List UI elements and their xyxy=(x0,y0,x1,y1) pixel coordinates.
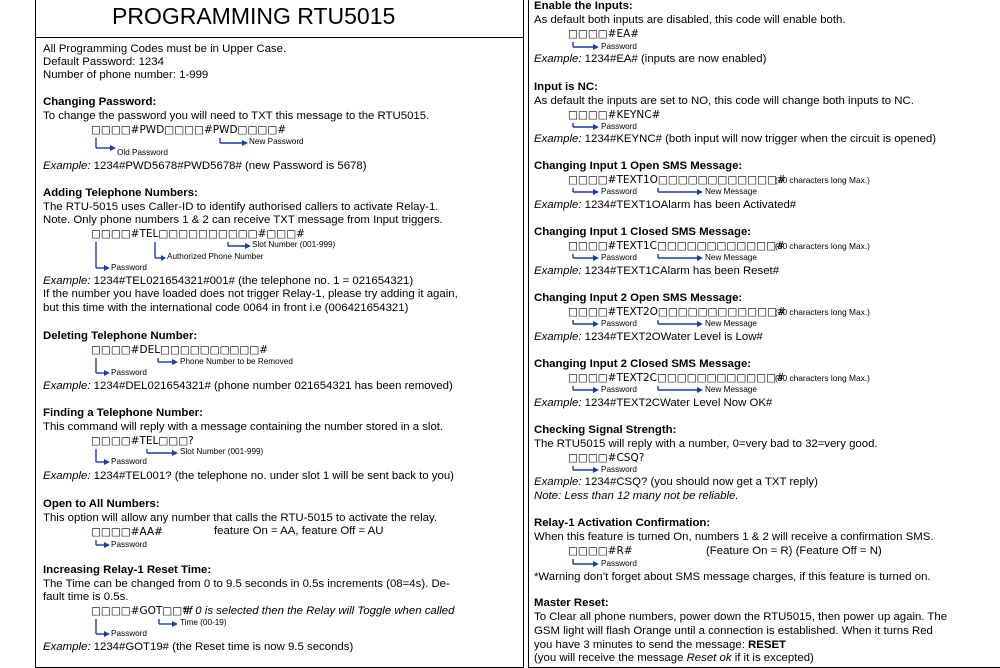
master-reset-text-3 xyxy=(534,639,786,651)
relay-confirm-heading: Relay-1 Activation Confirmation: xyxy=(534,517,711,529)
ann-new-message: New Message xyxy=(705,385,757,394)
ann-password: Password xyxy=(601,385,637,394)
sms-3-heading: Changing Input 2 Open SMS Message: xyxy=(534,292,743,304)
reset-time-text-1: The Time can be changed from 0 to 9.5 seconds in 0.5s increments (08=4s). De- xyxy=(43,578,450,590)
reset-time-note: *if 0 is selected then the Relay will Toggle when called xyxy=(182,605,455,617)
sms-2-heading: Changing Input 1 Closed SMS Message: xyxy=(534,226,752,238)
relay-confirm-text: When this feature is turned On, numbers 1 & 2 will receive a confirmation SMS. xyxy=(534,531,934,543)
ann-password: Password xyxy=(601,559,637,568)
sms-1-heading: Changing Input 1 Open SMS Message: xyxy=(534,160,743,172)
delete-number-heading: Deleting Telephone Number: xyxy=(43,330,198,342)
example-text: 1234#GOT19# (the Reset time is now 9.5 seconds) xyxy=(90,641,354,653)
ann-new-password: New Password xyxy=(249,137,304,146)
open-all-code: □□□□#AA# xyxy=(91,526,163,538)
enable-inputs-text: As default both inputs are disabled, this code will enable both. xyxy=(534,14,846,26)
add-number-code: □□□□#TEL□□□□□□□□□□#□□□# xyxy=(91,228,305,240)
example-label: Example: xyxy=(43,641,91,653)
ann-new-message: New Message xyxy=(705,319,757,328)
ann-password: Password xyxy=(601,187,637,196)
relay-confirm-feature: (Feature On = R) (Feature Off = N) xyxy=(706,545,882,557)
intro-line-2: Default Password: 1234 xyxy=(43,56,164,68)
input-nc-text: As default the inputs are set to NO, this code will change both inputs to NC. xyxy=(534,95,914,107)
signal-text: The RTU5015 will reply with a number, 0=very bad to 32=very good. xyxy=(534,438,878,450)
find-number-text: This command will reply with a message containing the number stored in a slot. xyxy=(43,421,444,433)
add-number-heading: Adding Telephone Numbers: xyxy=(43,187,198,199)
add-number-note-2: but this time with the international code 0064 in front i.e (006421654321) xyxy=(43,302,409,314)
find-number-heading: Finding a Telephone Number: xyxy=(43,407,203,419)
reset-time-heading: Increasing Relay-1 Reset Time: xyxy=(43,564,212,576)
example-label: Example: xyxy=(534,476,582,488)
example-text: 1234#TEL021654321#001# (the telephone no. 1 = 021654321) xyxy=(90,275,414,287)
example-text: 1234#DEL021654321# (phone number 021654321 has been removed) xyxy=(90,380,453,392)
example-text: 1234#PWD5678#PWD5678# (new Password is 5678) xyxy=(90,160,367,172)
relay-confirm-code: □□□□#R# xyxy=(568,545,633,557)
page-title: PROGRAMMING RTU5015 xyxy=(112,3,396,29)
ann-password: Password xyxy=(601,319,637,328)
change-password-code: □□□□#PWD□□□□#PWD□□□□# xyxy=(91,124,287,136)
ann-password: Password xyxy=(111,629,147,638)
signal-code: □□□□#CSQ? xyxy=(568,452,645,464)
sms-4-code: □□□□#TEXT2C□□□□□□□□□□□□# xyxy=(568,372,785,384)
example-label: Example: xyxy=(43,470,91,482)
master-reset-text-4b: if it is excepted) xyxy=(731,652,814,664)
ann-old-password: Old Password xyxy=(117,148,168,157)
intro-line-3: Number of phone number: 1-999 xyxy=(43,69,209,81)
ann-phone-remove: Phone Number to be Removed xyxy=(180,357,293,366)
reset-ok-text: Reset ok xyxy=(686,652,732,664)
ann-slot-number: Slot Number (001-999) xyxy=(252,240,336,249)
find-number-code: □□□□#TEL□□□? xyxy=(91,435,194,447)
sms-3-max: (30 characters long Max.) xyxy=(775,307,870,317)
ann-password: Password xyxy=(601,122,637,131)
master-reset-heading: Master Reset: xyxy=(534,597,609,609)
ann-password: Password xyxy=(111,263,147,272)
master-reset-text-4 xyxy=(534,652,814,664)
add-number-note-1: If the number you have loaded does not trigger Relay-1, please try adding it again, xyxy=(43,288,458,300)
example-label: Example: xyxy=(534,199,582,211)
sms-1-max: (30 characters long Max.) xyxy=(775,175,870,185)
master-reset-text-3a: you have 3 minutes to send the message: xyxy=(534,639,749,651)
sms-1-code: □□□□#TEXT1O□□□□□□□□□□□□# xyxy=(568,174,786,186)
ann-password: Password xyxy=(111,457,147,466)
master-reset-text-2: GSM light will flash Orange until a connection is established. When it turns Red xyxy=(534,625,933,637)
example-text: 1234#TEL001? (the telephone no. under slot 1 will be sent back to you) xyxy=(90,470,454,482)
master-reset-text-1: To Clear all phone numbers, power down the RTU5015, then power up again. The xyxy=(534,611,948,623)
enable-inputs-heading: Enable the Inputs: xyxy=(534,0,633,12)
input-nc-heading: Input is NC: xyxy=(534,81,598,93)
input-nc-code: □□□□#KEYNC# xyxy=(568,109,661,121)
example-label: Example: xyxy=(43,380,91,392)
change-password-heading: Changing Password: xyxy=(43,96,157,108)
signal-heading: Checking Signal Strength: xyxy=(534,424,677,436)
intro-line-1: All Programming Codes must be in Upper Case. xyxy=(43,43,287,55)
open-all-heading: Open to All Numbers: xyxy=(43,498,160,510)
open-all-text: This option will allow any number that calls the RTU-5015 to activate the relay. xyxy=(43,512,438,524)
reset-time-text-2: fault time is 0.5s. xyxy=(43,591,129,603)
example-label: Example: xyxy=(43,275,91,287)
ann-password: Password xyxy=(601,42,637,51)
ann-password: Password xyxy=(601,465,637,474)
example-label: Example: xyxy=(534,331,582,343)
example-label: Example: xyxy=(534,133,582,145)
add-number-text-2: Note. Only phone numbers 1 & 2 can receive TXT message from Input triggers. xyxy=(43,214,443,226)
example-text: 1234#TEXT1OAlarm has been Activated# xyxy=(581,199,797,211)
relay-confirm-warning: *Warning don’t forget about SMS message charges, if this feature is turned on. xyxy=(534,571,931,583)
example-label: Example: xyxy=(534,265,582,277)
sms-2-max: (30 characters long Max.) xyxy=(775,241,870,251)
ann-slot-number: Slot Number (001-999) xyxy=(180,447,264,456)
example-text: 1234#TEXT2OWater Level is Low# xyxy=(581,331,763,343)
sms-4-heading: Changing Input 2 Closed SMS Message: xyxy=(534,358,752,370)
example-text: 1234#KEYNC# (both input will now trigger when the circuit is opened) xyxy=(581,133,937,145)
sms-2-code: □□□□#TEXT1C□□□□□□□□□□□□# xyxy=(568,240,785,252)
example-label: Example: xyxy=(534,53,582,65)
example-text: 1234#CSQ? (you should now get a TXT reply) xyxy=(581,476,818,488)
add-number-text-1: The RTU-5015 uses Caller-ID to identify authorised callers to activate Relay-1. xyxy=(43,201,439,213)
sms-3-code: □□□□#TEXT2O□□□□□□□□□□□□# xyxy=(568,306,786,318)
example-text: 1234#TEXT1CAlarm has been Reset# xyxy=(581,265,780,277)
ann-password: Password xyxy=(111,368,147,377)
example-label: Example: xyxy=(43,160,91,172)
reset-time-code: □□□□#GOT□□# xyxy=(91,605,191,617)
signal-note: Note: Less than 12 many not be reliable. xyxy=(534,490,739,502)
ann-password: Password xyxy=(111,540,147,549)
ann-time: Time (00-19) xyxy=(180,618,227,627)
change-password-text: To change the password you will need to TXT this message to the RTU5015. xyxy=(43,110,430,122)
example-label: Example: xyxy=(534,397,582,409)
reset-keyword: RESET xyxy=(748,639,787,651)
ann-authorized-phone: Authorized Phone Number xyxy=(167,252,264,261)
enable-inputs-code: □□□□#EA# xyxy=(568,28,640,40)
master-reset-text-4a: (you will receive the message xyxy=(534,652,687,664)
ann-new-message: New Message xyxy=(705,187,757,196)
open-all-feature: feature On = AA, feature Off = AU xyxy=(214,525,384,537)
ann-password: Password xyxy=(601,253,637,262)
sms-4-max: (30 characters long Max.) xyxy=(775,373,870,383)
ann-new-message: New Message xyxy=(705,253,757,262)
example-text: 1234#TEXT2CWater Level Now OK# xyxy=(581,397,773,409)
example-text: 1234#EA# (inputs are now enabled) xyxy=(581,53,767,65)
delete-number-code: □□□□#DEL□□□□□□□□□□# xyxy=(91,344,269,356)
